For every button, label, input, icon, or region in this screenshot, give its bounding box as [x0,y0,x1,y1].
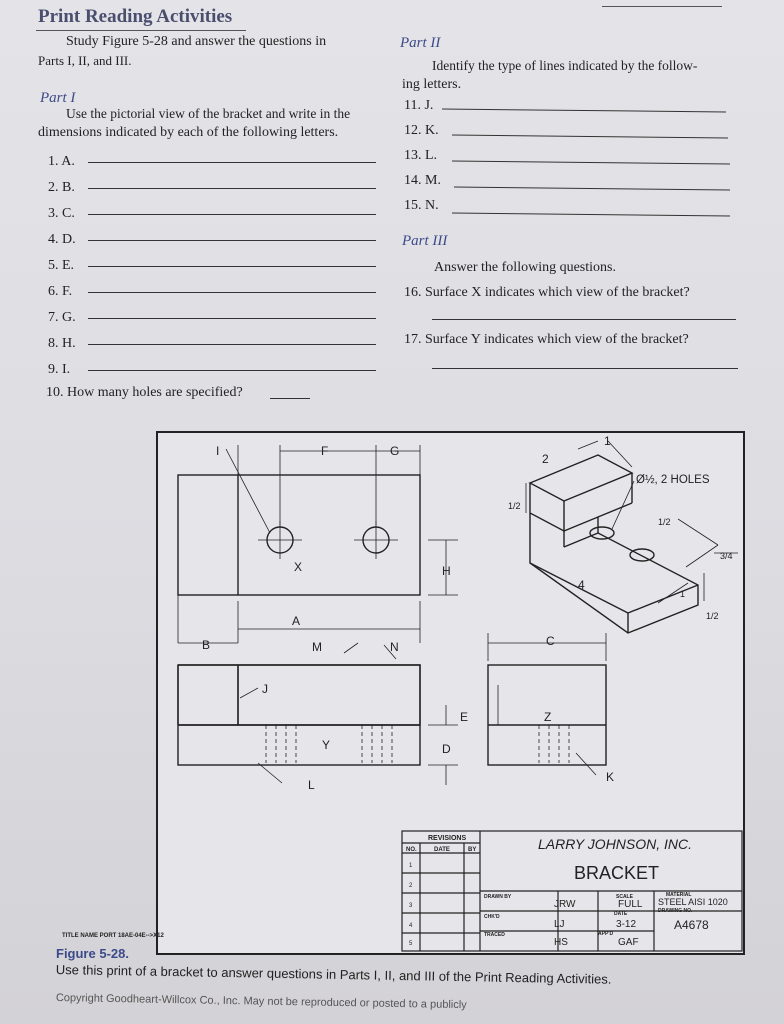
answer-blank[interactable] [452,135,728,139]
part2-instr-1: Identify the type of lines indicated by the follow- [432,58,698,73]
dim-four: 4 [578,578,585,592]
answer-label: 4. D. [48,232,76,247]
label-M: M [312,640,322,654]
tb-company: LARRY JOHNSON, INC. [538,836,693,852]
dim-two: 2 [542,452,549,466]
tb-by: BY [468,847,477,853]
label-C: C [546,634,555,648]
answer-blank[interactable] [88,214,376,215]
answer-blank[interactable] [88,162,376,163]
answer-blank[interactable] [88,370,376,371]
answer-blank-16[interactable] [432,319,736,320]
answer-label: 12. K. [404,123,439,138]
tb-row: 2 [409,883,413,889]
label-J: J [262,682,268,696]
dim-one: 1 [604,434,611,448]
label-Z: Z [544,710,552,724]
dim-three-quarter: 3/4 [720,551,733,561]
tb-revisions: REVISIONS [428,835,467,842]
intro-line-2: Parts I, II, and III. [38,53,132,68]
tb-scale-label: SCALE [616,894,633,900]
label-X: X [294,560,303,574]
label-L: L [308,778,315,792]
question-10: 10. How many holes are specified? [46,385,243,400]
part3-heading: Part III [402,233,448,249]
tb-drawing-no-label: DRAWING NO. [658,908,693,914]
bracket-drawing [156,431,745,955]
tb-date: DATE [434,847,450,853]
question-16: 16. Surface X indicates which view of the bracket? [404,285,690,300]
figure-caption-text: Use this print of a bracket to answer questions in Parts I, II, and III of the Print Reading Activities. [55,962,612,987]
part1-instr-2: dimensions indicated by each of the following letters. [38,125,339,140]
answer-blank[interactable] [88,318,376,319]
answer-label: 2. B. [48,180,75,195]
answer-label: 7. G. [48,310,76,325]
label-N: N [390,640,399,654]
tb-appd-label: APP'D [598,931,614,937]
answer-label: 8. H. [48,336,76,351]
tb-row: 5 [409,941,413,947]
tb-drawn-by-label: DRAWN BY [484,894,512,900]
drawing-labels [202,434,733,792]
figure-caption-title: Figure 5-28. [56,946,129,961]
label-D: D [442,742,451,756]
answer-label: 6. F. [48,284,73,299]
file-note: TITLE NAME PORT 18AE-04E-->X12 [62,933,164,939]
question-17: 17. Surface Y indicates which view of the bracket? [404,332,689,347]
answer-blank[interactable] [88,188,376,189]
title-underline [36,30,246,31]
part2-heading: Part II [400,35,441,51]
front-view-outline [178,665,420,725]
answer-label: 1. A. [48,154,75,169]
tb-date-val: 3-12 [616,919,637,930]
label-B: B [202,638,211,652]
tb-row: 1 [409,863,413,869]
label-A: A [292,614,301,628]
page-title: Print Reading Activities [38,6,233,27]
tb-no: NO. [406,847,417,853]
answer-blank[interactable] [452,161,730,165]
label-E: E [460,710,469,724]
dim-half-c: 1/2 [706,611,719,621]
answer-blank[interactable] [454,187,730,191]
label-F: F [321,444,329,458]
tb-scale: FULL [618,899,643,910]
answer-blank-17[interactable] [432,368,738,369]
part2-instr-2: ing letters. [402,77,462,92]
answer-blank[interactable] [88,292,376,293]
label-G: G [390,444,400,458]
dim-half-a: 1/2 [508,501,521,511]
top-view-outline [178,475,420,595]
drawing-svg [158,433,743,953]
answer-label: 11. J. [404,98,434,113]
dim-holes: Ø½, 2 HOLES [636,474,710,486]
label-H: H [442,564,451,578]
tb-material: STEEL AISI 1020 [658,897,728,907]
answer-label: 9. I. [48,362,71,377]
answer-blank[interactable] [442,109,726,113]
answer-blank-10[interactable] [270,398,310,399]
tb-date-label: DATE [614,911,628,917]
answer-blank[interactable] [452,213,730,217]
intro-line-1: Study Figure 5-28 and answer the questions in [66,34,327,49]
tb-material-label: MATERIAL [666,892,692,898]
dim-one-b: 1 [680,589,686,599]
tb-drawn-by: JRW [554,899,576,910]
label-K: K [606,770,615,784]
top-rule [602,6,722,7]
part3-instr: Answer the following questions. [434,260,616,275]
label-I: I [216,444,220,458]
tb-chkd-label: CHK'D [484,914,500,920]
part1-instr-1: Use the pictorial view of the bracket and write in the [66,106,351,121]
answer-label: 14. M. [404,173,441,188]
tb-traced-label: TRACED [484,932,505,938]
tb-drawing-no: A4678 [674,918,709,932]
answer-label: 3. C. [48,206,75,221]
tb-chkd: LJ [554,919,565,930]
part1-heading: Part I [40,90,76,106]
copyright-note: Copyright Goodheart-Willcox Co., Inc. May not be reproduced or posted to a publicly [55,992,467,1012]
answer-blank[interactable] [88,344,376,345]
answer-label: 15. N. [404,198,439,213]
answer-blank[interactable] [88,266,376,267]
answer-label: 13. L. [404,148,438,163]
tb-row: 3 [409,903,413,909]
tb-traced: HS [554,937,568,948]
dim-half-b: 1/2 [658,517,671,527]
tb-part-name: BRACKET [574,863,660,883]
tb-row: 4 [409,923,413,929]
answer-label: 5. E. [48,258,75,273]
answer-blank[interactable] [88,240,376,241]
label-Y: Y [322,738,331,752]
tb-appd: GAF [618,937,639,948]
